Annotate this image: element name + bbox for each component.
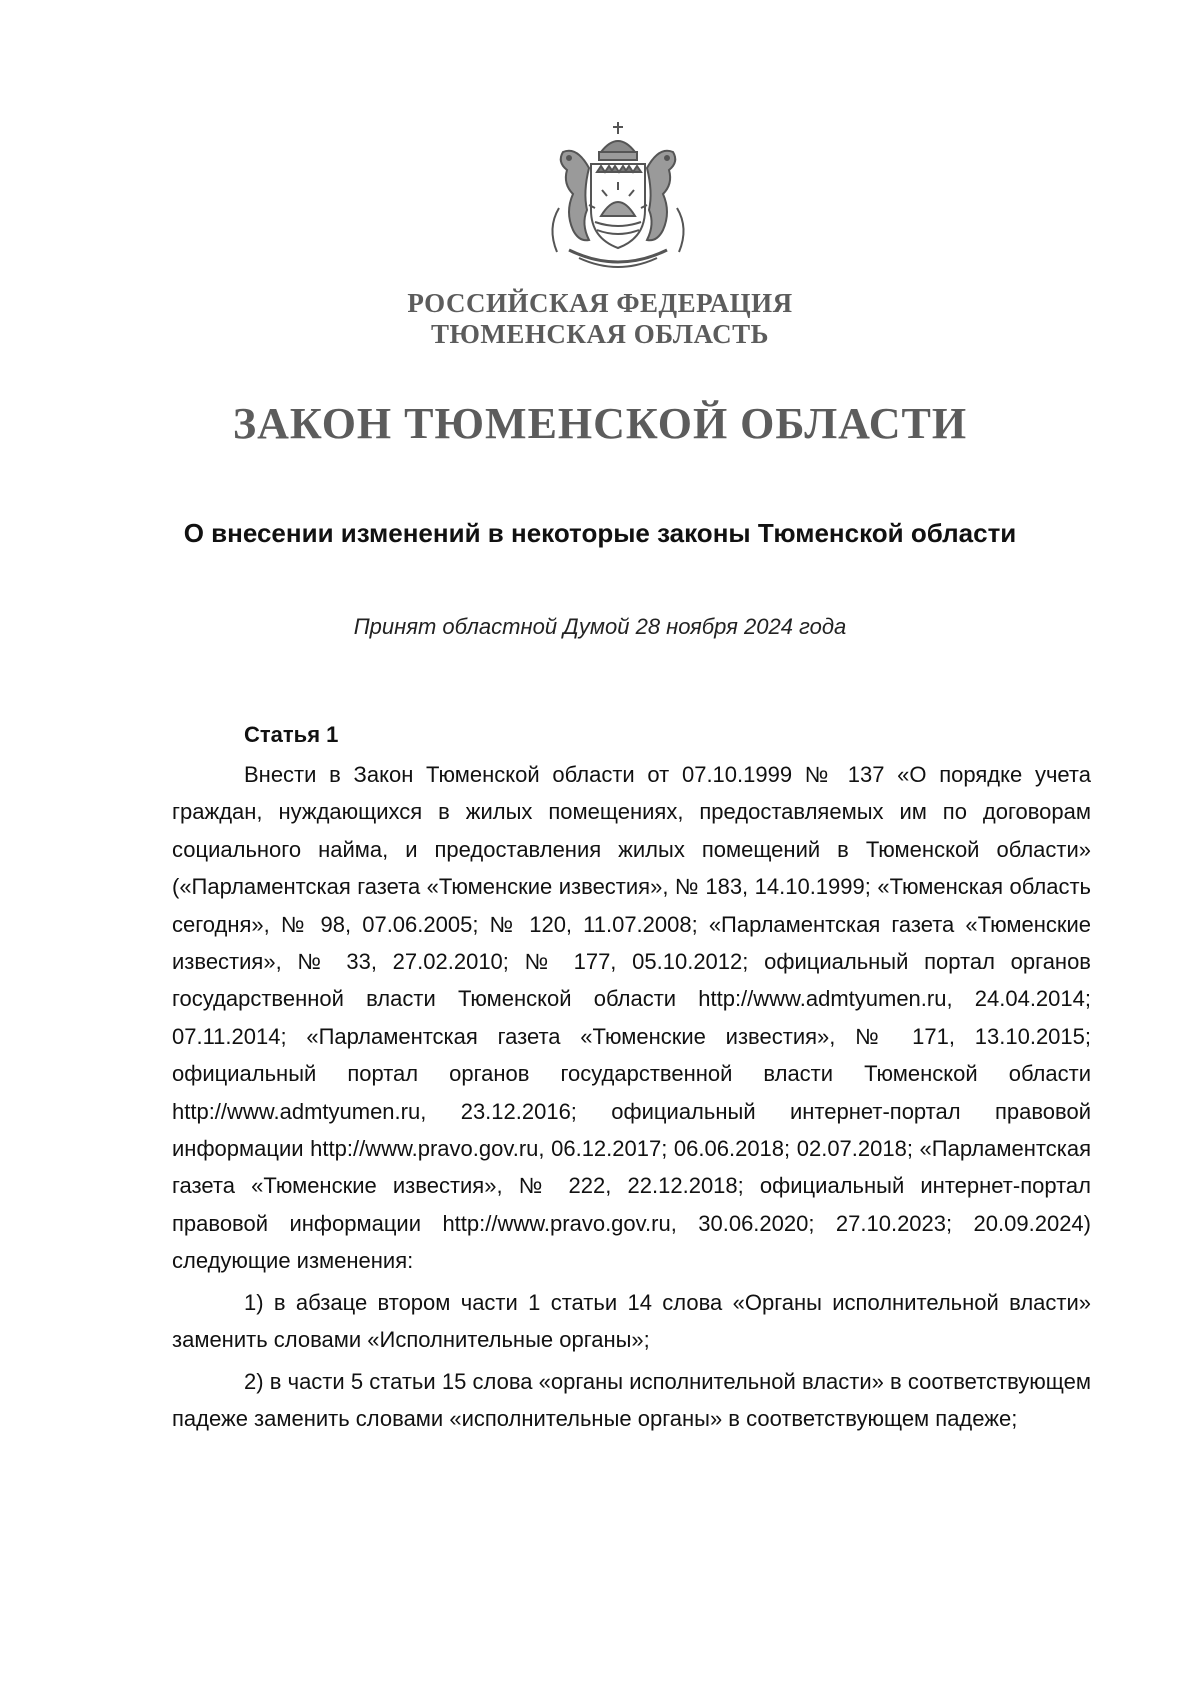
adoption-date-line: Принят областной Думой 28 ноября 2024 года <box>353 614 847 639</box>
article-body <box>172 756 1091 1441</box>
article-paragraph-intro: Внести в Закон Тюменской области от 07.10.1999 № 137 «О порядке учета граждан, нуждающихся в жилых помещениях, предоставляемых им по договорам социального найма, и предоставления жилых помещений в Тюменской области» («Парламентская газета «Тюменские известия», № 183, 14.10.1999; «Тюменская область сегодня», № 98, 07.06.2005; № 120, 11.07.2008; «Парламентская газета «Тюменские известия», № 33, 27.02.2010; № 177, 05.10.2012; официальный портал органов государственной власти Тюменской области http://www.admtyumen.ru, 24.04.2014; 07.11.2014; «Парламентская газета «Тюменские известия», № 171, 13.10.2015; официальный портал органов государственной власти Тюменской области http://www.admtyumen.ru, 23.12.2016; официальный интернет-портал правовой информации http://www.pravo.gov.ru, 06.12.2017; 06.06.2018; 02.07.2018; «Парламентская газета «Тюменские известия», № 222, 22.12.2018; официальный интернет-портал правовой информации http://www.pravo.gov.ru, 30.06.2020; 27.10.2023; 20.09.2024) следующие изменения: <box>172 762 1091 1274</box>
country-heading: РОССИЙСКАЯ ФЕДЕРАЦИЯ <box>407 288 793 318</box>
coat-of-arms-icon <box>533 112 703 282</box>
article-paragraph-item-2: 2) в части 5 статьи 15 слова «органы исполнительной власти» в соответствующем падеже заменить словами «исполнительные органы» в соответствующем падеже; <box>172 1368 1091 1431</box>
law-heading: ЗАКОН ТЮМЕНСКОЙ ОБЛАСТИ <box>232 399 968 448</box>
article-paragraph-item-1: 1) в абзаце втором части 1 статьи 14 слова «Органы исполнительной власти» заменить словами «Исполнительные органы»; <box>172 1289 1091 1353</box>
document-title: О внесении изменений в некоторые законы Тюменской области <box>183 518 1017 548</box>
article-heading: Статья 1 <box>244 722 339 747</box>
region-heading: ТЮМЕНСКАЯ ОБЛАСТЬ <box>430 319 770 349</box>
